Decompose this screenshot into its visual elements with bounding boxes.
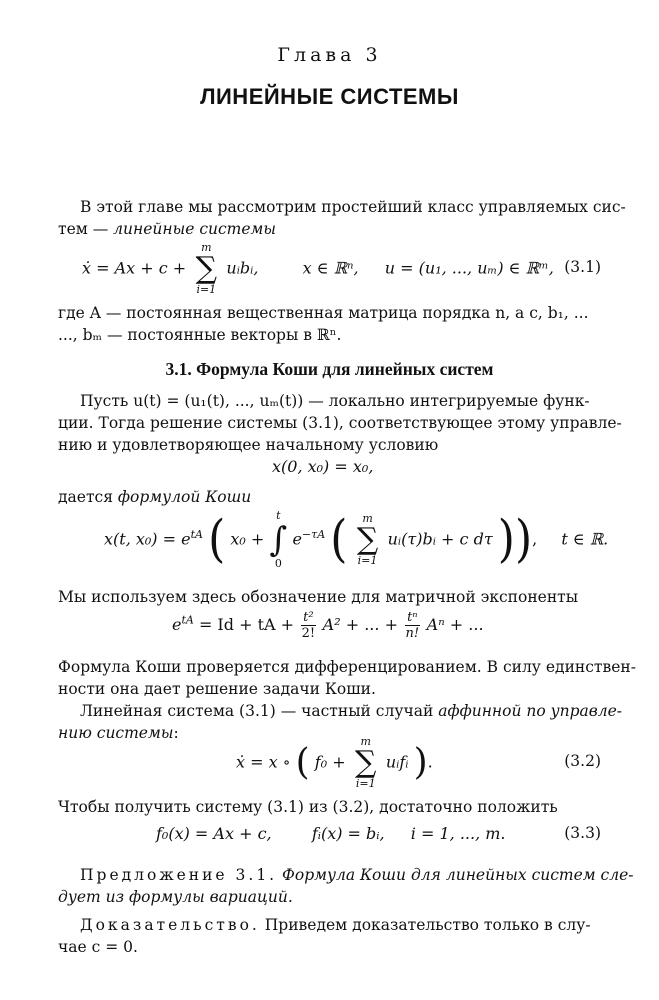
proof-line-2: чае c = 0. (58, 938, 138, 956)
inner-paren-close: ) (497, 510, 515, 569)
eq1-cond2: u = (u₁, ..., uₘ) ∈ ℝᵐ, (384, 258, 554, 278)
integral-symbol (269, 510, 287, 570)
check-line-2: ности она дает решение задачи Коши. (58, 680, 376, 698)
eq2-sum-symbol (353, 736, 379, 790)
p1-line-2: ции. Тогда решение системы (3.1), соответствующее этому управле- (58, 414, 622, 432)
eq3-c: i = 1, ..., m. (410, 824, 506, 843)
frac-tn-num: tⁿ (407, 610, 418, 625)
eq-number-3-3: (3.3) (564, 824, 601, 842)
proposition-label: Предложение 3.1. (80, 866, 278, 884)
section-title: 3.1. Формула Коши для линейных систем (165, 359, 494, 379)
cauchy-term: uᵢ(τ)bᵢ + c dτ (387, 529, 493, 549)
eq2-sum-lower: i=1 (355, 777, 376, 790)
affine-line-1-italic: аффинной по управле- (438, 702, 623, 720)
cauchy-cond: t ∈ ℝ. (561, 529, 609, 549)
frac-tn (405, 610, 420, 641)
proposition-line-2-italic: дует из формулы вариаций. (58, 888, 293, 906)
exp-rhs-b: A² + ... + (322, 615, 398, 634)
intro-line-2-italic: линейные системы (113, 220, 277, 238)
sum-lower: i=1 (196, 283, 217, 296)
eq1-lhs: ẋ = Ax + c + (82, 258, 187, 278)
cauchy-formula: x(t, $x_0) = e^{tA}$ ( x₀ + t ∫ 0 $e^{-\tau A}$ ( m ∑ i=1 uᵢ(τ)bᵢ + c dτ )), t ∈ ℝ. (104, 509, 609, 570)
eq-number-3-1: (3.1) (564, 258, 601, 276)
matrix-exponential (172, 610, 484, 641)
cauchy-lhs: x(t, x₀) = e (104, 529, 191, 549)
eq2-paren-close: ) (413, 742, 428, 783)
check-line-1: Формула Коши проверяется дифференцированием. В силу единствен- (58, 658, 636, 676)
cauchy-exp: e (292, 529, 302, 549)
exp-rhs-a: = Id + tA + (198, 615, 295, 634)
cauchy-lhs-sup: tA (190, 528, 203, 542)
integral-upper: t (276, 509, 281, 522)
cauchy-sigma-glyph: ∑ (356, 522, 379, 557)
cauchy-sum-lower: i=1 (357, 554, 378, 567)
proof-label: Доказательство. (80, 916, 260, 934)
affine-line-2-italic: нию системы (58, 724, 174, 742)
eq-number-3-2: (3.2) (564, 752, 601, 770)
exp-rhs-c: Aⁿ + ... (426, 615, 484, 634)
eq1-term: uᵢbᵢ, (226, 258, 259, 278)
integral-lower: 0 (274, 557, 282, 570)
sum-symbol (193, 242, 219, 296)
big-paren-open: ( (208, 510, 226, 569)
eq2-lhs: ẋ = x ∘ (236, 752, 291, 772)
cauchy-exp-sup: −τA (301, 528, 326, 542)
eq3-a: f₀(x) = Ax + c, (156, 824, 272, 843)
affine-line-1 (58, 700, 623, 722)
sum-upper: m (201, 241, 212, 254)
initial-condition: x(0, x₀) = x₀, (272, 457, 374, 476)
exp-lhs-sup: tA (181, 613, 194, 627)
intro-line-2-prefix: тем — (58, 220, 114, 238)
integral-glyph: ∫ (269, 520, 288, 560)
proposition-line-2 (58, 886, 600, 908)
eq2-sigma-glyph: ∑ (355, 745, 377, 780)
equation-3-2 (236, 736, 433, 790)
where-line-1: где A — постоянная вещественная матрица порядка n, а c, b₁, ... (58, 304, 589, 322)
equation-3-3 (156, 824, 506, 843)
where-line-2: ..., bₘ — постоянные векторы в ℝⁿ. (58, 326, 342, 344)
given-italic: формулой Коши (117, 488, 252, 506)
equation-3-1 (82, 242, 554, 296)
eq2-f0: f₀ + (314, 752, 346, 772)
cauchy-x0: x₀ + (230, 529, 265, 549)
cauchy-sum-symbol (355, 513, 381, 567)
frac-tn-den: n! (405, 626, 420, 641)
eq2-term: uᵢfᵢ (385, 752, 409, 772)
p1-line-1: Пусть u(t) = (u₁(t), ..., uₘ(t)) — локально интегрируемые функ- (80, 392, 590, 410)
frac-t2-num: t² (303, 610, 314, 625)
proof-line-1-text: Приведем доказательство только в слу- (264, 916, 591, 934)
eq2-paren-open: ( (295, 742, 310, 783)
given-line (58, 486, 600, 508)
affine-line-2-suffix: : (173, 724, 179, 742)
eq2-end: . (427, 752, 433, 772)
frac-t2 (301, 610, 315, 641)
given-prefix: дается (58, 488, 118, 506)
eq2-sum-upper: m (360, 735, 371, 748)
intro-line-1: В этой главе мы рассмотрим простейший класс управляемых сис- (80, 198, 626, 216)
eq3-b: fᵢ(x) = bᵢ, (311, 824, 385, 843)
proposition-line-1-italic: Формула Коши для линейных систем сле- (282, 866, 634, 884)
eq1-cond1: x ∈ ℝⁿ, (302, 258, 359, 278)
inner-paren-open: ( (330, 510, 348, 569)
cauchy-sum-upper: m (362, 512, 373, 525)
exp-intro-line: Мы используем здесь обозначение для матричной экспоненты (58, 588, 579, 606)
chapter-title: ЛИНЕЙНЫЕ СИСТЕМЫ (200, 84, 459, 109)
proposition-line-1 (58, 864, 634, 886)
proof-line-1 (58, 914, 600, 936)
obtain-line: Чтобы получить систему (3.1) из (3.2), достаточно положить (58, 798, 558, 816)
intro-line-2 (58, 218, 600, 240)
sigma-glyph: ∑ (195, 251, 218, 286)
exp-lhs: e (172, 615, 182, 634)
frac-t2-den: 2! (301, 626, 316, 641)
chapter-label: Глава 3 (277, 44, 382, 66)
big-paren-close: ) (514, 510, 533, 569)
affine-line-1-prefix: Линейная система (3.1) — частный случай (80, 702, 439, 720)
p1-line-3: нию и удовлетворяющее начальному условию (58, 436, 439, 454)
